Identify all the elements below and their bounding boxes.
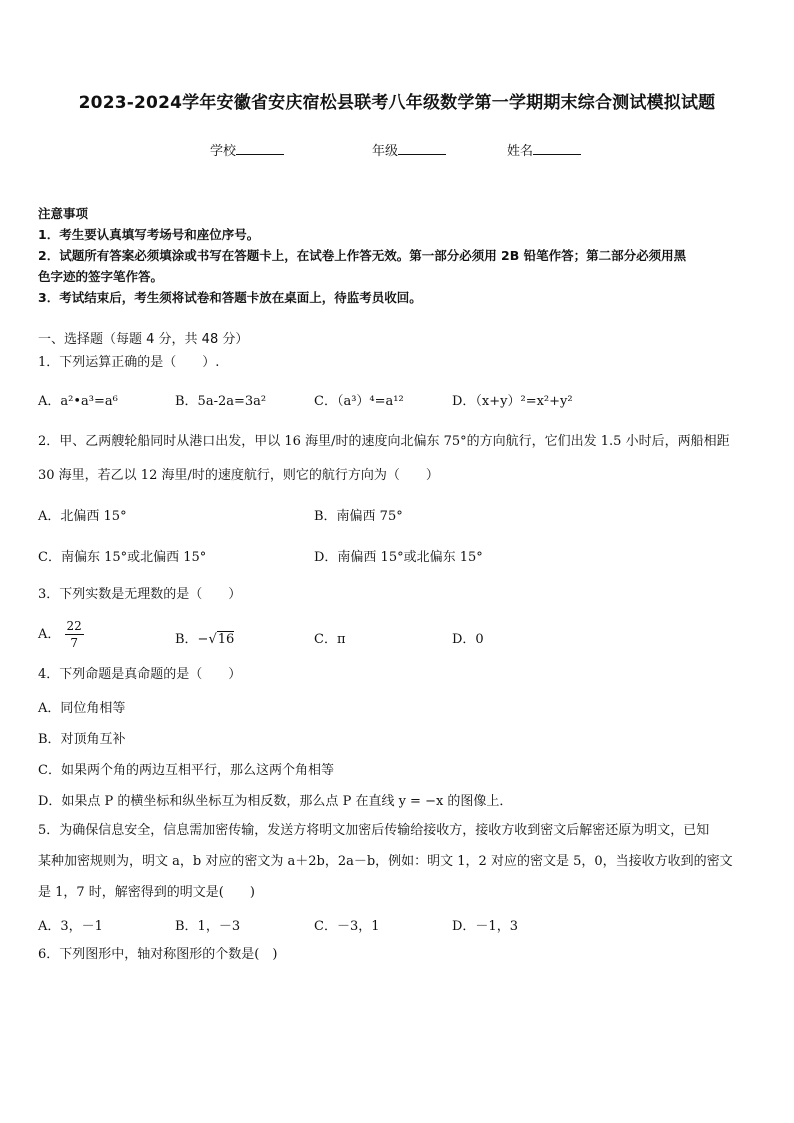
sqrt-icon: √ (208, 632, 217, 647)
q5-line-3: 是 1，7 时，解密得到的明文是( ) (38, 885, 255, 900)
notes-heading: 注意事项 (38, 206, 89, 221)
q3-option-c: C．π (314, 632, 346, 647)
q1-option-d: D．（x+y）²=x²+y² (452, 394, 573, 409)
q1-option-a-label: A． (38, 394, 61, 409)
q3-option-b (175, 628, 234, 647)
q1-option-c: C．（a³）⁴=a¹² (314, 394, 404, 409)
section-heading: 一、选择题（每题 4 分，共 48 分） (38, 332, 249, 347)
q3-option-b-label: B．− (175, 632, 209, 647)
exam-title: 2023-2024学年安徽省安庆宿松县联考八年级数学第一学期期末综合测试模拟试题 (78, 93, 716, 113)
q2-line-1: 2．甲、乙两艘轮船同时从港口出发，甲以 16 海里/时的速度向北偏东 75°的方向航行，它们出发 1.5 小时后，两船相距 (38, 434, 730, 449)
q4-option-a: A．同位角相等 (38, 701, 126, 716)
school-blank (236, 142, 284, 155)
note-line-3: 3．考试结束后，考生须将试卷和答题卡放在桌面上，待监考员收回。 (38, 290, 422, 305)
question-5-stem (38, 815, 758, 908)
note-line-2a: 2．试题所有答案必须填涂或书写在答题卡上，在试卷上作答无效。第一部分必须用 2B 铅笔作答；第二部分必须用黑 (38, 248, 687, 263)
q1-option-a (38, 390, 118, 409)
school-field (210, 140, 284, 159)
question-3-stem: 3．下列实数是无理数的是（ ） (38, 587, 242, 602)
q5-option-a: A．3，－1 (38, 919, 103, 934)
q3-fraction (65, 618, 84, 651)
question-4-stem: 4．下列命题是真命题的是（ ） (38, 667, 242, 682)
note-line-2b: 色字迹的签字笔作答。 (38, 269, 164, 284)
q5-line-2: 某种加密规则为，明文 a，b 对应的密文为 a＋2b，2a－b，例如：明文 1，2 对应的密文是 5，0，当接收方收到的密文 (38, 854, 733, 869)
grade-field (372, 140, 446, 159)
school-label: 学校 (210, 144, 237, 159)
q2-line-2: 30 海里，若乙以 12 海里/时的速度航行，则它的航行方向为（ ） (38, 468, 439, 483)
q2-option-c: C．南偏东 15°或北偏西 15° (38, 550, 207, 565)
q2-option-d: D．南偏西 15°或北偏东 15° (314, 550, 483, 565)
q2-option-a: A．北偏西 15° (38, 509, 127, 524)
q5-option-c: C．－3，1 (314, 919, 380, 934)
question-2-stem (38, 425, 758, 493)
q2-option-b: B．南偏西 75° (314, 509, 403, 524)
grade-label: 年级 (372, 144, 399, 159)
q3-fraction-numerator: 22 (66, 619, 82, 633)
question-6-stem: 6．下列图形中，轴对称图形的个数是( ) (38, 947, 278, 962)
q3-radicand: 16 (217, 632, 235, 647)
name-field (507, 140, 581, 159)
q3-option-a-label: A． (38, 627, 61, 642)
q4-option-d: D．如果点 P 的横坐标和纵坐标互为相反数，那么点 P 在直线 y = −x 的图像上． (38, 794, 513, 809)
q3-fraction-denominator: 7 (70, 636, 78, 650)
q5-option-b: B．1，－3 (175, 919, 241, 934)
note-line-1: 1．考生要认真填写考场号和座位序号。 (38, 227, 260, 242)
name-blank (533, 142, 581, 155)
question-1-stem: 1．下列运算正确的是（ ）. (38, 355, 220, 370)
grade-blank (398, 142, 446, 155)
q1-option-b: B．5a-2a=3a² (175, 394, 267, 409)
name-label: 姓名 (507, 144, 534, 159)
q4-option-c: C．如果两个角的两边互相平行，那么这两个角相等 (38, 763, 334, 778)
q3-option-d: D．0 (452, 632, 484, 647)
q4-option-b: B．对顶角互补 (38, 732, 126, 747)
q1-option-a-text: a²•a³=a⁶ (60, 394, 118, 409)
notes-block (38, 203, 758, 308)
q5-line-1: 5．为确保信息安全，信息需加密传输，发送方将明文加密后传输给接收方，接收方收到密文后解密还原为明文，已知 (38, 823, 710, 838)
q5-option-d: D．－1，3 (452, 919, 518, 934)
q3-option-a (38, 618, 84, 651)
